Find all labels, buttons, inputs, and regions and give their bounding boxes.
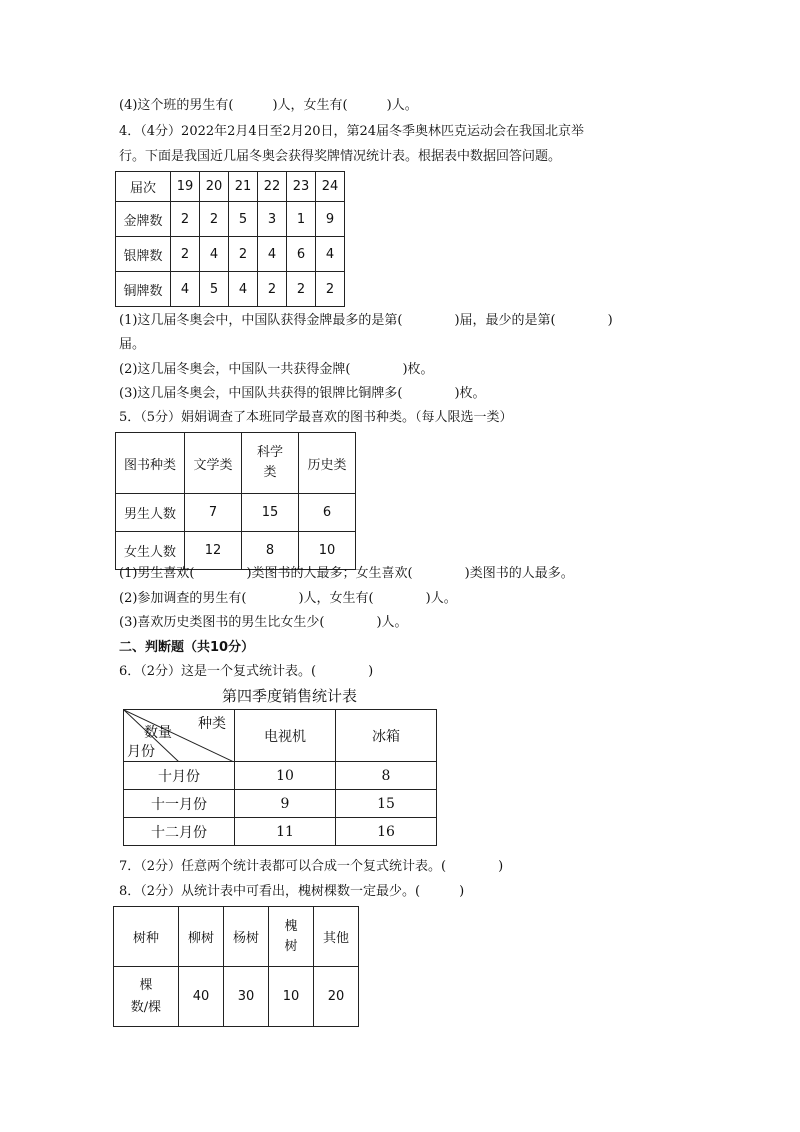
cell: 7 (185, 494, 242, 532)
q3-sub4: (4)这个班的男生有( )人，女生有( )人。 (119, 98, 418, 113)
cell: 2 (200, 202, 229, 237)
tree-table (113, 906, 359, 1027)
cell: 23 (287, 172, 316, 202)
table-caption: 第四季度销售统计表 (222, 687, 358, 705)
cell: 8 (336, 762, 437, 790)
q4-intro-2: 行。下面是我国近几届冬奥会获得奖牌情况统计表。根据表中数据回答问题。 (119, 149, 562, 164)
cell: 21 (229, 172, 258, 202)
row-header: 十二月份 (124, 818, 235, 846)
cell: 5 (200, 272, 229, 307)
cell: 19 (171, 172, 200, 202)
cell-line: 槐 (284, 918, 298, 934)
cell-line: 棵 (139, 977, 153, 993)
cell: 杨树 (224, 907, 269, 967)
q7-text: 7．（2分）任意两个统计表都可以合成一个复式统计表。( ) (119, 859, 504, 874)
row-header: 十月份 (124, 762, 235, 790)
cell: 4 (200, 237, 229, 272)
cell: 届次 (116, 172, 171, 202)
cell: 22 (258, 172, 287, 202)
cell: 6 (299, 494, 356, 532)
book-table (115, 432, 356, 570)
cell: 4 (316, 237, 345, 272)
cell: 6 (287, 237, 316, 272)
col-header: 电视机 (235, 710, 336, 762)
cell-line: 数/棵 (130, 999, 162, 1015)
q5-sub3: (3)喜欢历史类图书的男生比女生少( )人。 (119, 615, 408, 630)
cell: 树种 (114, 907, 179, 967)
cell: 10 (299, 532, 356, 570)
q5-sub2: (2)参加调查的男生有( )人，女生有( )人。 (119, 591, 457, 606)
cell: 柳树 (179, 907, 224, 967)
cell: 9 (235, 790, 336, 818)
col-header: 冰箱 (336, 710, 437, 762)
header-month: 月份 (127, 744, 155, 760)
cell: 1 (287, 202, 316, 237)
cell: 30 (224, 967, 269, 1027)
cell: 4 (258, 237, 287, 272)
cell-line: 科学 (256, 445, 283, 460)
cell: 2 (258, 272, 287, 307)
row-header: 十一月份 (124, 790, 235, 818)
cell: 4 (171, 272, 200, 307)
cell-science (242, 433, 299, 494)
q4-sub1: (1)这几届冬奥会中，中国队获得金牌最多的是第( )届，最少的是第( ) (119, 313, 613, 328)
sales-table (123, 709, 437, 846)
cell: 16 (336, 818, 437, 846)
cell: 女生人数 (116, 532, 185, 570)
cell: 20 (200, 172, 229, 202)
cell: 9 (316, 202, 345, 237)
cell: 金牌数 (116, 202, 171, 237)
cell: 10 (269, 967, 314, 1027)
cell: 4 (229, 272, 258, 307)
cell: 其他 (314, 907, 359, 967)
q5-sub1: (1)男生喜欢( )类图书的人最多；女生喜欢( )类图书的人最多。 (119, 566, 574, 581)
cell: 8 (242, 532, 299, 570)
cell-count (114, 967, 179, 1027)
cell: 2 (287, 272, 316, 307)
cell: 银牌数 (116, 237, 171, 272)
q4-intro-1: 4．（4分）2022年2月4日至2月20日，第24届冬季奥林匹克运动会在我国北京举 (119, 124, 585, 139)
q5-intro: 5．（5分）娟娟调查了本班同学最喜欢的图书种类。（每人限选一类） (119, 410, 513, 425)
section-heading: 二、判断题（共10分） (119, 640, 255, 655)
medal-table (115, 171, 345, 307)
q4-sub2: (2)这几届冬奥会，中国队一共获得金牌( )枚。 (119, 362, 434, 377)
cell: 24 (316, 172, 345, 202)
cell: 15 (336, 790, 437, 818)
cell: 15 (242, 494, 299, 532)
header-kind: 种类 (198, 716, 226, 732)
diagonal-header-cell (124, 710, 235, 762)
cell: 40 (179, 967, 224, 1027)
cell-line: 树 (284, 938, 298, 954)
cell-line: 类 (263, 465, 277, 480)
cell: 2 (316, 272, 345, 307)
cell: 历史类 (299, 433, 356, 494)
q8-text: 8．（2分）从统计表中可看出，槐树棵数一定最少。( ) (119, 884, 465, 899)
cell: 5 (229, 202, 258, 237)
cell: 铜牌数 (116, 272, 171, 307)
cell: 图书种类 (116, 433, 185, 494)
cell: 男生人数 (116, 494, 185, 532)
cell: 20 (314, 967, 359, 1027)
cell: 文学类 (185, 433, 242, 494)
cell: 3 (258, 202, 287, 237)
cell: 12 (185, 532, 242, 570)
cell: 2 (229, 237, 258, 272)
header-qty: 数量 (144, 725, 172, 741)
cell: 10 (235, 762, 336, 790)
cell: 2 (171, 202, 200, 237)
cell-huai (269, 907, 314, 967)
cell: 11 (235, 818, 336, 846)
cell: 2 (171, 237, 200, 272)
q4-sub1-cont: 届。 (119, 337, 146, 352)
q4-sub3: (3)这几届冬奥会，中国队共获得的银牌比铜牌多( )枚。 (119, 386, 486, 401)
q6-text: 6．（2分）这是一个复式统计表。( ) (119, 664, 374, 679)
